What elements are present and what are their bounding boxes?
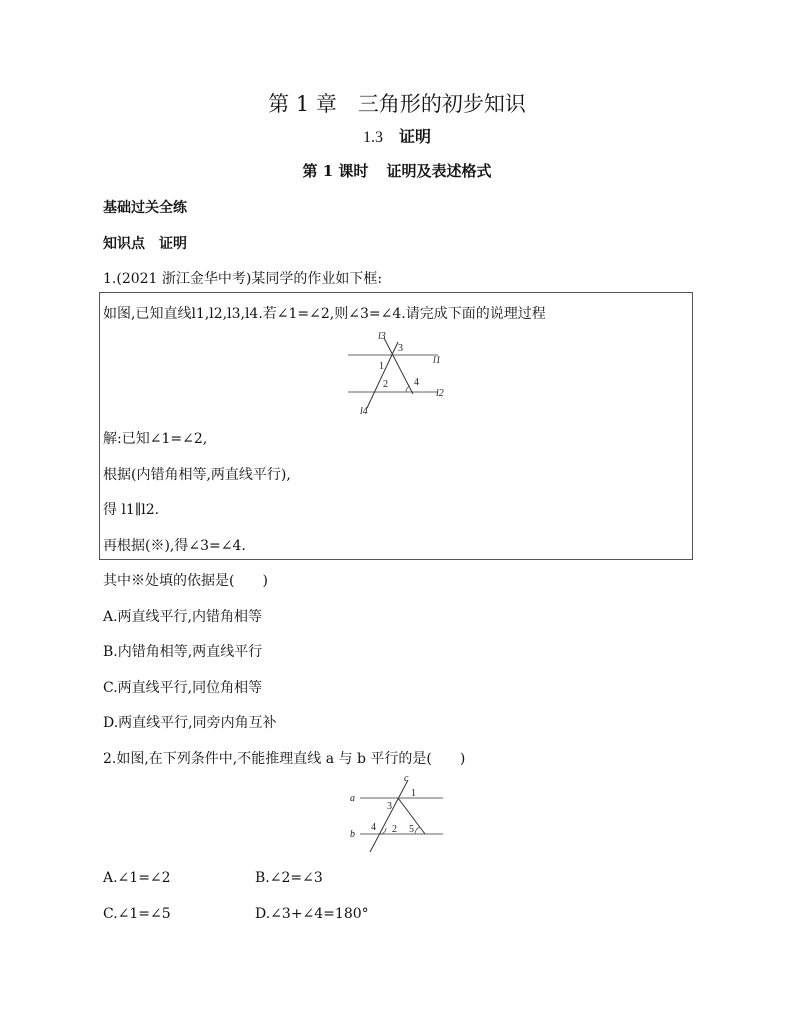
- q1-option-c: C.两直线平行,同位角相等: [103, 680, 263, 696]
- label-angle-1: 1: [411, 788, 416, 799]
- question-1-stem: 1.(2021 浙江金华中考)某同学的作业如下框:: [103, 271, 383, 287]
- label-angle-2: 2: [383, 379, 388, 390]
- lesson-number: 第 1 课时: [302, 162, 369, 180]
- question-1-ask: 其中※处填的依据是( ): [103, 573, 268, 589]
- q1-option-d: D.两直线平行,同旁内角互补: [103, 715, 277, 731]
- practice-heading: 基础过关全练: [103, 200, 187, 216]
- q2-option-c: C.∠1=∠5: [103, 906, 171, 922]
- solution-line-4: 再根据(※),得∠3=∠4.: [103, 538, 246, 554]
- solution-line-2: 根据(内错角相等,两直线平行),: [103, 467, 291, 483]
- lesson-title: [0, 160, 794, 181]
- lesson-name: 证明及表述格式: [386, 162, 492, 180]
- line-l4: [367, 342, 398, 408]
- label-l1: l1: [433, 355, 441, 366]
- label-angle-4: 4: [414, 377, 419, 388]
- label-a: a: [350, 793, 355, 804]
- label-angle-5: 5: [409, 824, 414, 835]
- section-title: [0, 124, 794, 147]
- label-angle-3: 3: [398, 343, 403, 354]
- label-angle-4: 4: [371, 822, 376, 833]
- label-l4: l4: [360, 406, 368, 417]
- label-l2: l2: [436, 388, 444, 399]
- label-b: b: [350, 829, 355, 840]
- q1-option-a: A.两直线平行,内错角相等: [103, 609, 263, 625]
- section-name: 证明: [398, 127, 431, 146]
- q1-option-b: B.内错角相等,两直线平行: [103, 644, 263, 660]
- label-l3: l3: [378, 331, 386, 342]
- line-c: [370, 780, 408, 852]
- knowledge-point-heading: 知识点 证明: [103, 236, 187, 252]
- q2-option-a: A.∠1=∠2: [103, 870, 171, 886]
- figure-1-diagram: [340, 328, 450, 420]
- question-2-stem: 2.如图,在下列条件中,不能推理直线 a 与 b 平行的是( ): [103, 751, 466, 767]
- figure-2-diagram: [345, 772, 450, 857]
- label-c: c: [404, 773, 409, 784]
- solution-line-1: 解:已知∠1=∠2,: [103, 431, 208, 447]
- section-number: 1.3: [362, 129, 383, 146]
- chapter-title: 第 1 章 三角形的初步知识: [268, 92, 526, 116]
- q2-option-d: D.∠3+∠4=180°: [255, 906, 369, 922]
- solution-line-3: 得 l1∥l2.: [103, 502, 160, 518]
- box-intro: 如图,已知直线l1,l2,l3,l4.若∠1=∠2,则∠3=∠4.请完成下面的说理过程: [103, 306, 546, 322]
- label-angle-1: 1: [379, 361, 384, 372]
- label-angle-3: 3: [387, 801, 392, 812]
- q2-option-b: B.∠2=∠3: [255, 870, 323, 886]
- label-angle-2: 2: [392, 824, 397, 835]
